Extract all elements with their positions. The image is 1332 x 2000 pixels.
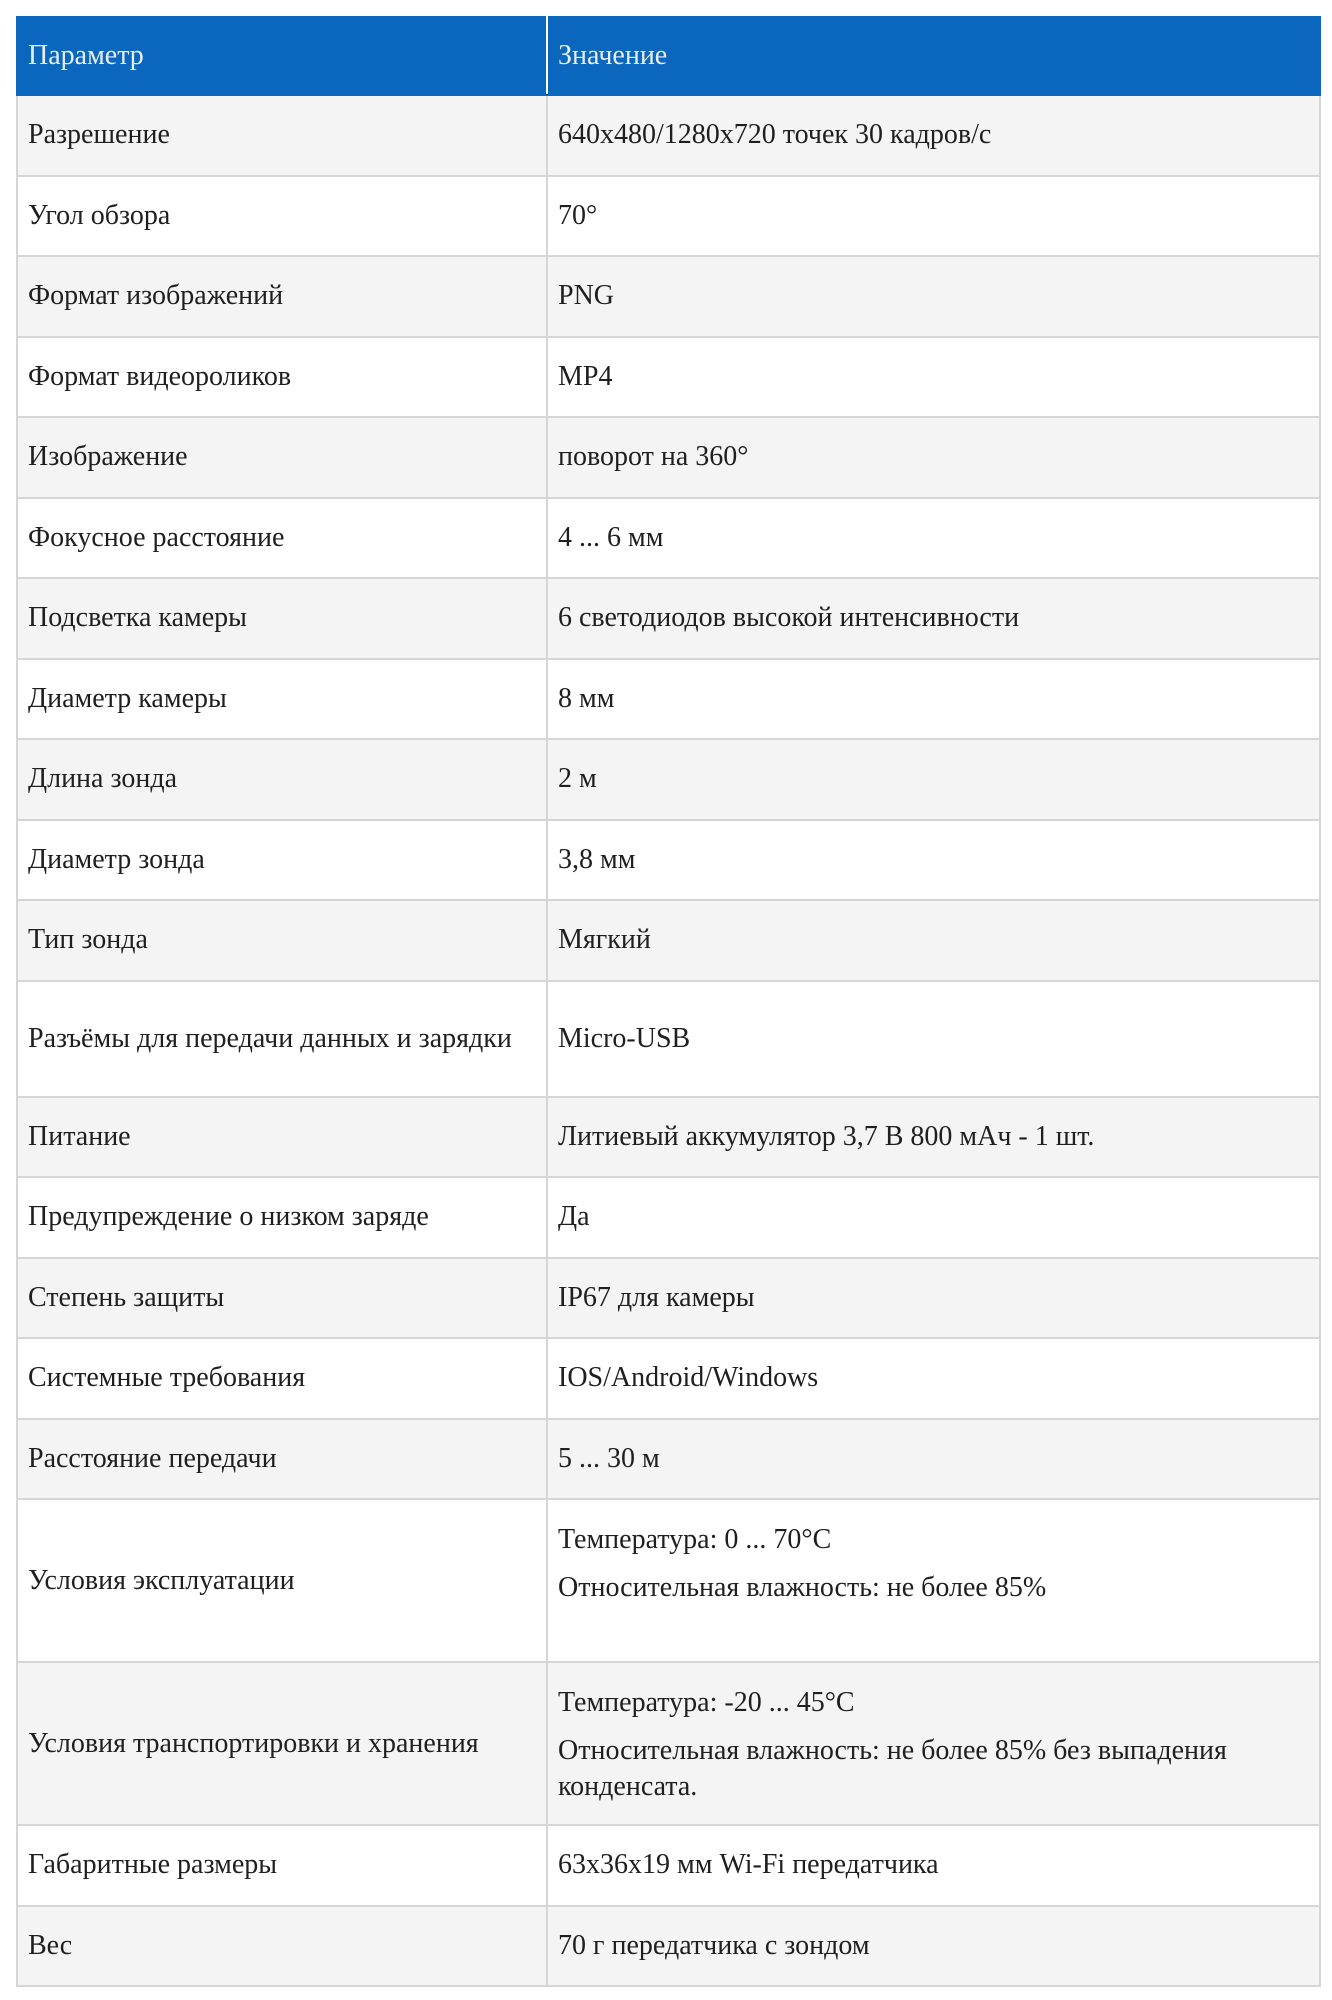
table-row [17,176,1320,257]
param-cell: Условия эксплуатации [17,1499,547,1662]
value-cell: Литиевый аккумулятор 3,7 В 800 мАч - 1 шт. [547,1097,1320,1178]
value-cell: 63x36x19 мм Wi-Fi передатчика [547,1825,1320,1906]
value-cell: 70 г передатчика с зондом [547,1906,1320,1987]
value-cell: Мягкий [547,900,1320,981]
value-cell: 640x480/1280x720 точек 30 кадров/с [547,95,1320,176]
param-cell: Формат изображений [17,256,547,337]
value-cell: MP4 [547,337,1320,418]
value-lines [558,1522,1309,1606]
value-cell: PNG [547,256,1320,337]
value-lines [558,1685,1309,1805]
table-header [17,17,1320,95]
table-row [17,1499,1320,1662]
table-row [17,659,1320,740]
value-line: Температура: 0 ... 70°С [558,1524,832,1555]
param-cell: Предупреждение о низком заряде [17,1177,547,1258]
value-cell: 5 ... 30 м [547,1419,1320,1500]
table-row [17,1258,1320,1339]
param-cell: Вес [17,1906,547,1987]
value-cell: 6 светодиодов высокой интенсивности [547,578,1320,659]
value-cell [547,1499,1320,1662]
param-cell: Формат видеороликов [17,337,547,418]
table-row [17,1419,1320,1500]
value-line: Температура: -20 ... 45°С [558,1687,855,1718]
param-cell: Габаритные размеры [17,1825,547,1906]
param-cell: Угол обзора [17,176,547,257]
table-body [17,95,1320,1986]
value-cell: 3,8 мм [547,820,1320,901]
table-row [17,981,1320,1097]
value-cell: 2 м [547,739,1320,820]
param-cell: Изображение [17,417,547,498]
header-row [17,17,1320,95]
column-header-param: Параметр [17,17,547,95]
table-row [17,1097,1320,1178]
table-row [17,95,1320,176]
table-row [17,256,1320,337]
value-cell: 4 ... 6 мм [547,498,1320,579]
param-cell: Расстояние передачи [17,1419,547,1500]
param-cell: Разрешение [17,95,547,176]
value-cell: 70° [547,176,1320,257]
param-cell: Подсветка камеры [17,578,547,659]
table-row [17,1825,1320,1906]
param-cell: Системные требования [17,1338,547,1419]
table-row [17,417,1320,498]
table-row [17,1662,1320,1825]
table-row [17,900,1320,981]
table-row [17,1177,1320,1258]
param-cell: Тип зонда [17,900,547,981]
value-cell: 8 мм [547,659,1320,740]
value-cell: IOS/Android/Windows [547,1338,1320,1419]
value-cell: Да [547,1177,1320,1258]
value-cell: поворот на 360° [547,417,1320,498]
table-row [17,337,1320,418]
value-cell: IP67 для камеры [547,1258,1320,1339]
table-row [17,498,1320,579]
param-cell: Диаметр камеры [17,659,547,740]
param-cell: Диаметр зонда [17,820,547,901]
value-cell [547,1662,1320,1825]
param-cell: Степень защиты [17,1258,547,1339]
spec-table [16,16,1321,1987]
table-row [17,1906,1320,1987]
value-line: Относительная влажность: не более 85% [558,1572,1047,1603]
param-cell: Фокусное расстояние [17,498,547,579]
param-cell: Питание [17,1097,547,1178]
param-cell: Разъёмы для передачи данных и зарядки [17,981,547,1097]
table-row [17,578,1320,659]
table-row [17,1338,1320,1419]
param-cell: Длина зонда [17,739,547,820]
column-header-value: Значение [547,17,1320,95]
table-row [17,820,1320,901]
table-row [17,739,1320,820]
value-line: Относительная влажность: не более 85% без выпадения конденсата. [558,1735,1227,1802]
value-cell: Micro-USB [547,981,1320,1097]
param-cell: Условия транспортировки и хранения [17,1662,547,1825]
